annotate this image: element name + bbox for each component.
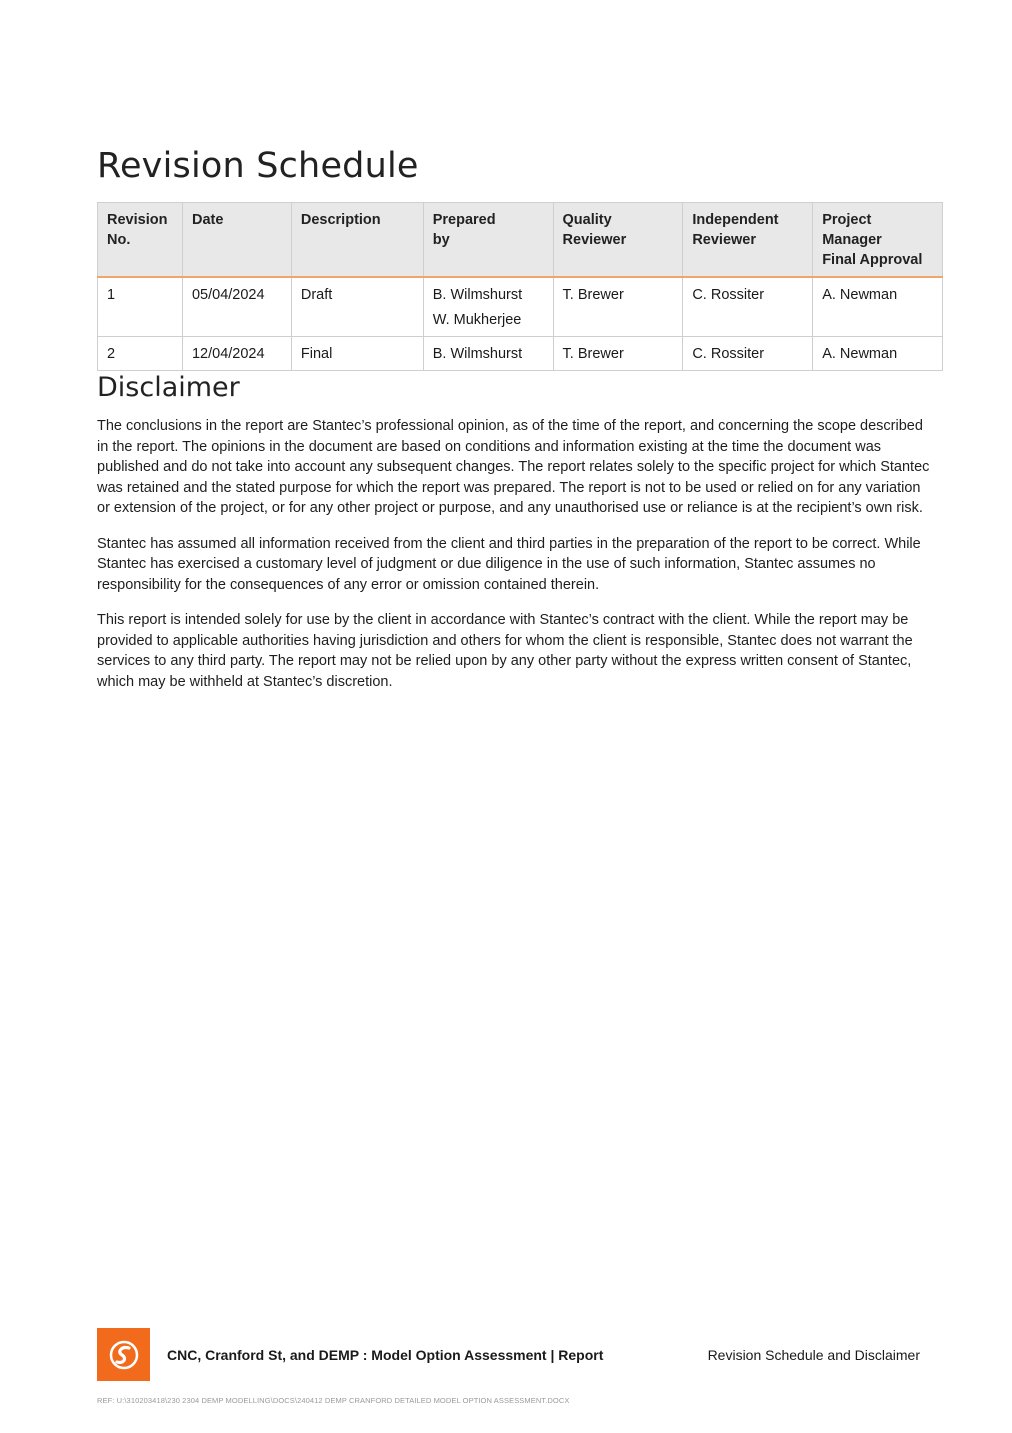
column-header (98, 203, 183, 278)
cell-text: Quality (562, 212, 612, 228)
footer-section-name: Revision Schedule and Disclaimer (707, 1347, 920, 1363)
revision-schedule-heading: Revision Schedule (97, 146, 419, 186)
table-cell (423, 337, 553, 371)
cell-text: Final Approval (822, 252, 923, 268)
cell-text: Revision (107, 212, 168, 228)
cell-text: A. Newman (822, 287, 898, 303)
table-cell (553, 337, 683, 371)
cell-text: No. (107, 232, 131, 248)
column-header (291, 203, 423, 278)
cell-text: C. Rossiter (692, 287, 765, 303)
table-header-row (98, 203, 943, 278)
table-cell (182, 277, 291, 337)
column-header (553, 203, 683, 278)
cell-text: Reviewer (562, 232, 627, 248)
cell-text: Prepared (432, 212, 496, 228)
cell-text: T. Brewer (562, 287, 624, 303)
table-cell (553, 277, 683, 337)
table-cell (683, 337, 813, 371)
cell-text: by (432, 232, 450, 248)
stantec-logo-icon (97, 1328, 150, 1381)
cell-text: B. Wilmshurst (432, 346, 523, 362)
column-header (423, 203, 553, 278)
table-cell (813, 337, 943, 371)
disclaimer-paragraph: Stantec has assumed all information received from the client and third parties in the preparation of the report to be correct. While Stantec has exercised a customary level of judgment or due diligence in the use of such information, Stantec assumes no responsibility for the consequences of any error or omission contained therein. (97, 535, 921, 593)
cell-text: Final (300, 346, 333, 362)
cell-text: Project Manager (822, 212, 882, 248)
cell-text: C. Rossiter (692, 346, 765, 362)
column-header (683, 203, 813, 278)
cell-text: A. Newman (822, 346, 898, 362)
cell-text: Description (300, 212, 381, 228)
disclaimer-heading: Disclaimer (97, 372, 240, 403)
table-cell (98, 277, 183, 337)
disclaimer-body (97, 416, 933, 707)
cell-text: 05/04/2024 (191, 287, 265, 303)
cell-text: W. Mukherjee (432, 312, 522, 328)
cell-text: T. Brewer (562, 346, 624, 362)
cell-text: 1 (107, 287, 116, 303)
table-cell (813, 277, 943, 337)
table-cell (423, 277, 553, 337)
column-header (182, 203, 291, 278)
table-cell (182, 337, 291, 371)
table-body (98, 277, 943, 371)
cell-text: 2 (107, 346, 116, 362)
cell-text: Draft (300, 287, 333, 303)
cell-text: Independent (692, 212, 779, 228)
footer-document-title: CNC, Cranford St, and DEMP : Model Option Assessment | Report (167, 1347, 604, 1363)
cell-text: 12/04/2024 (191, 346, 265, 362)
table-cell (291, 277, 423, 337)
table-row (98, 337, 943, 371)
disclaimer-paragraph: The conclusions in the report are Stantec’s professional opinion, as of the time of the report, and concerning the scope described in the report. The opinions in the document are based on conditions and information existing at the time the document was published and do not take into account any subsequent changes. The report relates solely to the specific project for which Stantec was retained and the stated purpose for which the report was prepared. The report is not to be used or relied on for any variation or extension of the project, or for any other project or purpose, and any unauthorised use or reliance is at the recipient’s own risk. (97, 418, 930, 516)
table-cell (683, 277, 813, 337)
disclaimer-paragraph: This report is intended solely for use by the client in accordance with Stantec’s contract with the client. While the report may be provided to applicable authorities having jurisdiction and others for whom the client is responsible, Stantec does not warrant the services to any third party. The report may not be relied upon by any other party without the express written consent of Stantec, which may be withheld at Stantec’s discretion. (97, 612, 913, 690)
table-cell (291, 337, 423, 371)
cell-text: Reviewer (692, 232, 756, 248)
table-cell (98, 337, 183, 371)
cell-text: B. Wilmshurst (432, 287, 523, 303)
cell-text: Date (191, 212, 224, 228)
column-header (813, 203, 943, 278)
table-row (98, 277, 943, 337)
revision-schedule-table (97, 202, 943, 371)
footer-file-reference: REF: U:\310203418\230 2304 DEMP MODELLING\DOCS\240412 DEMP CRANFORD DETAILED MODEL OPTION ASSESSMENT.DOCX (97, 1396, 570, 1405)
